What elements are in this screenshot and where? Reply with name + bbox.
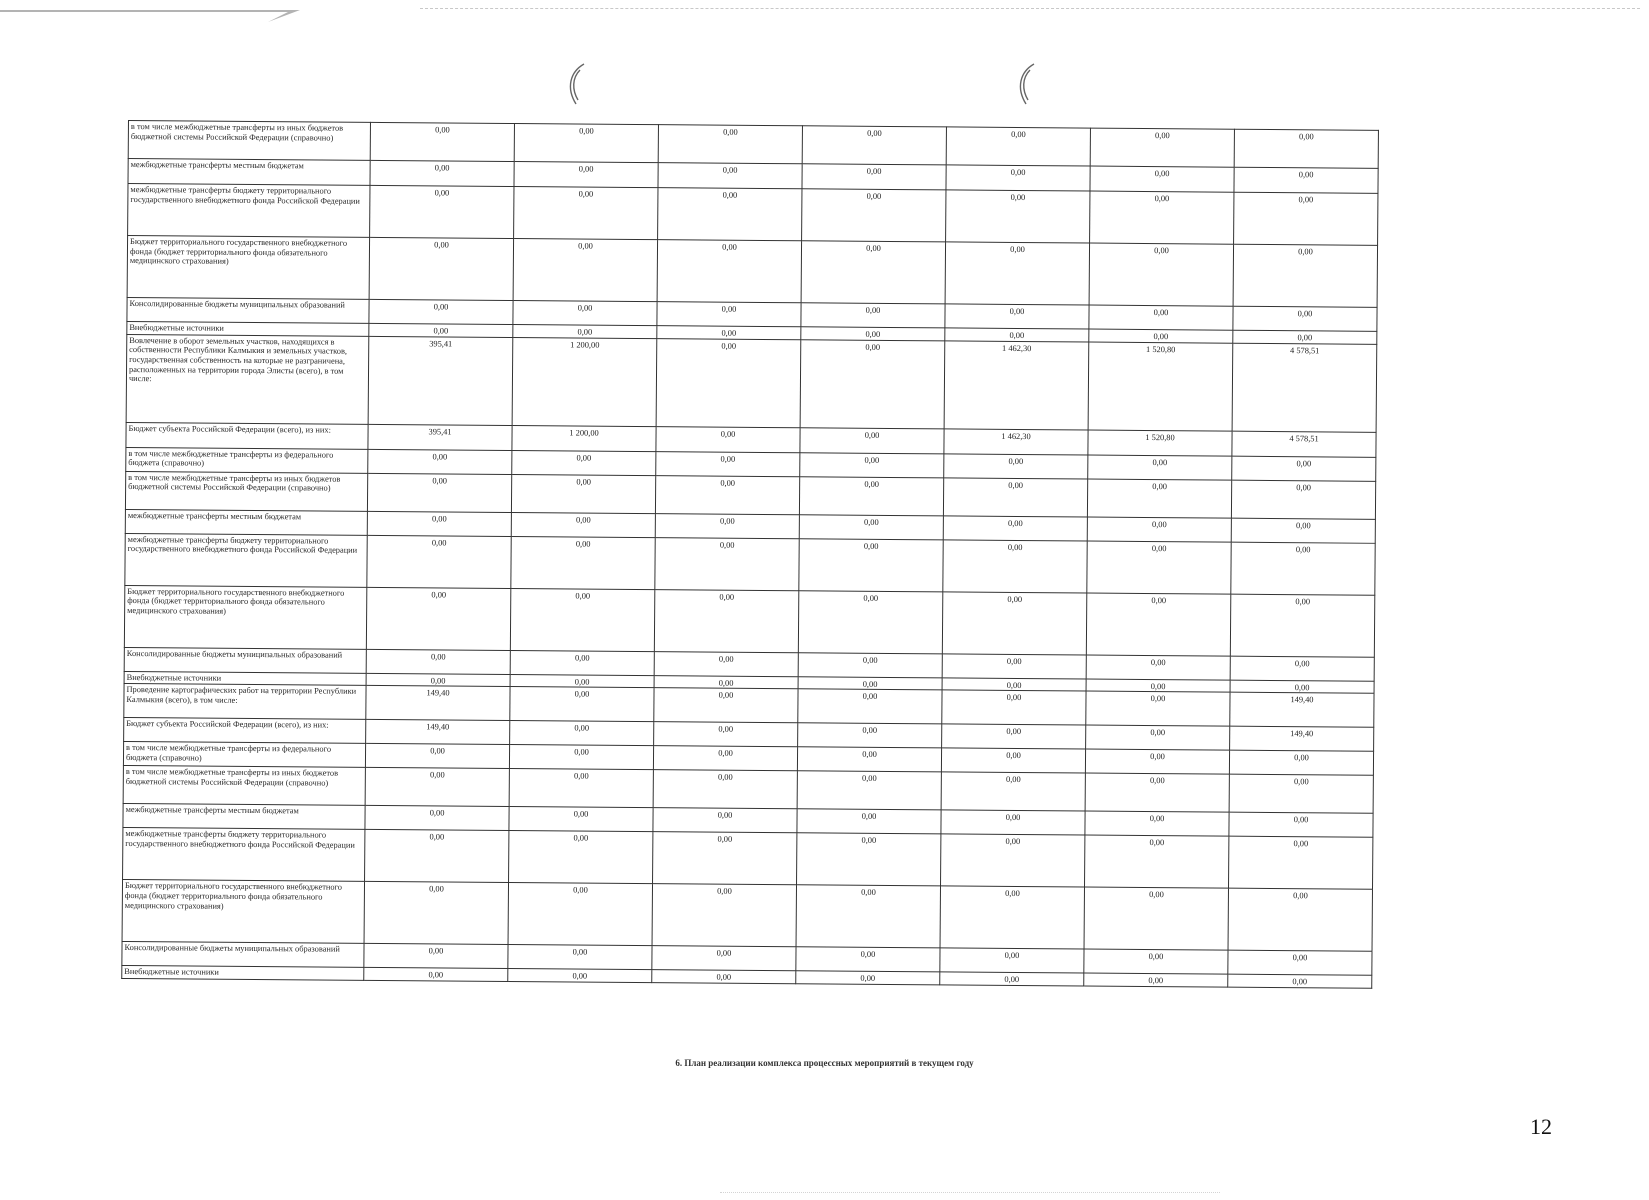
value-cell: 0,00 [511,474,655,513]
value-cell: 149,40 [1230,726,1374,751]
value-cell: 0,00 [367,473,511,512]
value-cell: 0,00 [945,304,1089,329]
value-cell: 0,00 [1233,330,1377,344]
value-cell: 149,40 [366,720,510,745]
scan-noise-line [720,1192,1220,1194]
value-cell: 0,00 [946,127,1090,166]
value-cell: 0,00 [511,536,655,589]
value-cell: 1 520,80 [1088,342,1233,431]
value-cell: 0,00 [1087,479,1231,518]
value-cell: 0,00 [796,947,940,972]
hole-punch-mark [562,62,592,106]
value-cell: 0,00 [366,673,510,687]
value-cell: 0,00 [1087,541,1231,594]
value-cell: 0,00 [802,164,946,190]
section-title: 6. План реализации комплекса процессных мероприятий в текущем году [675,1058,974,1068]
value-cell: 0,00 [1085,749,1229,774]
hole-punch-mark [1012,62,1042,106]
value-cell: 0,00 [941,810,1085,835]
value-cell: 0,00 [1232,456,1376,481]
value-cell: 0,00 [800,339,945,428]
value-cell: 0,00 [1084,887,1228,950]
value-cell: 0,00 [941,834,1085,887]
value-cell: 0,00 [367,511,511,536]
row-label: межбюджетные трансферты местным бюджетам [123,804,365,830]
value-cell: 0,00 [798,652,942,677]
value-cell: 0,00 [370,160,514,186]
value-cell: 0,00 [943,516,1087,541]
value-cell: 0,00 [1233,306,1377,331]
value-cell: 0,00 [366,649,510,674]
value-cell: 0,00 [798,723,942,748]
value-cell: 0,00 [1234,167,1378,193]
value-cell: 0,00 [658,163,802,189]
value-cell: 0,00 [370,122,514,161]
value-cell: 0,00 [799,476,943,515]
value-cell: 0,00 [940,972,1084,986]
scan-edge-artifact [0,6,320,24]
value-cell: 0,00 [653,770,797,809]
value-cell: 0,00 [1229,774,1373,813]
value-cell: 395,41 [368,424,512,450]
value-cell: 0,00 [797,747,941,772]
value-cell: 0,00 [513,325,657,339]
value-cell: 0,00 [797,833,941,886]
value-cell: 0,00 [1234,192,1378,245]
value-cell: 0,00 [1090,128,1234,167]
value-cell: 0,00 [513,301,657,326]
value-cell: 0,00 [801,303,945,328]
value-cell: 0,00 [365,806,509,831]
value-cell: 0,00 [508,945,652,970]
row-label: Бюджет территориального государственного внебюджетного фонда (бюджет территориального фонда обязательного медицинского страхования) [127,236,369,300]
value-cell: 0,00 [1085,835,1229,888]
value-cell: 0,00 [509,745,653,770]
value-cell: 0,00 [510,650,654,675]
value-cell: 0,00 [1086,679,1230,693]
value-cell: 0,00 [1086,725,1230,750]
row-label: межбюджетные трансферты бюджету территориального государственного внебюджетного фонда Российской Федерации [128,184,370,238]
row-label: в том числе межбюджетные трансферты из федерального бюджета (справочно) [126,447,368,473]
value-cell: 0,00 [369,299,513,324]
value-cell: 0,00 [1231,518,1375,543]
row-label: Бюджет территориального государственного внебюджетного фонда (бюджет территориального фонда обязательного медицинского страхования) [124,585,366,649]
value-cell: 0,00 [1228,974,1372,988]
value-cell: 0,00 [510,721,654,746]
value-cell: 0,00 [509,831,653,884]
value-cell: 0,00 [1090,191,1234,244]
value-cell: 0,00 [941,772,1085,811]
value-cell: 1 520,80 [1088,430,1232,456]
value-cell: 0,00 [942,678,1086,692]
value-cell: 0,00 [654,722,798,747]
row-label: межбюджетные трансферты местным бюджетам [125,509,367,535]
value-cell: 0,00 [1231,542,1375,595]
row-label: Вовлечение в оборот земельных участков, находящихся в собственности Республики Калмыкия и земельных участков, государственная собственность на которые не разграничена, расположенных на территории города Элисты (всего), в том числе: [126,334,369,424]
value-cell: 0,00 [940,886,1084,949]
value-cell: 0,00 [655,513,799,538]
value-cell: 4 578,51 [1232,343,1377,432]
value-cell: 0,00 [946,165,1090,191]
value-cell: 0,00 [652,946,796,971]
value-cell: 1 200,00 [512,337,657,426]
value-cell: 0,00 [943,540,1087,593]
table-row [127,236,1377,308]
value-cell: 0,00 [657,240,801,303]
value-cell: 0,00 [653,746,797,771]
row-label: межбюджетные трансферты бюджету территориального государственного внебюджетного фонда Российской Федерации [123,828,365,882]
value-cell: 0,00 [657,326,801,340]
value-cell: 0,00 [1084,973,1228,987]
value-cell: 0,00 [654,651,798,676]
value-cell: 149,40 [1230,692,1374,727]
row-label: Бюджет территориального государственного внебюджетного фонда (бюджет территориального фонда обязательного медицинского страхования) [122,880,364,944]
value-cell: 1 462,30 [944,429,1088,455]
value-cell: 0,00 [365,830,509,883]
value-cell: 0,00 [656,426,800,452]
value-cell: 0,00 [797,771,941,810]
row-label: Бюджет субъекта Российской Федерации (всего), из них: [126,422,368,449]
value-cell: 0,00 [369,323,513,337]
value-cell: 0,00 [1087,517,1231,542]
value-cell: 0,00 [1228,836,1372,889]
value-cell: 0,00 [799,514,943,539]
value-cell: 0,00 [652,884,796,947]
row-label: Внебюджетные источники [122,966,364,981]
value-cell: 0,00 [941,748,1085,773]
row-label: Консолидированные бюджеты муниципальных образований [122,942,364,968]
value-cell: 0,00 [1086,655,1230,680]
value-cell: 0,00 [654,675,798,689]
value-cell: 0,00 [1230,656,1374,681]
value-cell: 0,00 [797,809,941,834]
value-cell: 0,00 [800,427,944,453]
value-cell: 0,00 [1228,888,1372,951]
value-cell: 0,00 [1230,594,1374,657]
row-label: межбюджетные трансферты бюджету территориального государственного внебюджетного фонда Российской Федерации [125,533,367,587]
value-cell: 0,00 [942,690,1086,725]
value-cell: 0,00 [658,125,802,164]
value-cell: 0,00 [370,185,514,238]
value-cell: 0,00 [508,969,652,983]
value-cell: 0,00 [364,968,508,982]
value-cell: 0,00 [509,807,653,832]
value-cell: 0,00 [367,535,511,588]
value-cell: 0,00 [369,237,513,300]
value-cell: 0,00 [514,124,658,163]
value-cell: 1 200,00 [512,425,656,451]
value-cell: 0,00 [656,338,801,427]
value-cell: 0,00 [514,187,658,240]
value-cell: 0,00 [1089,329,1233,343]
row-label: межбюджетные трансферты местным бюджетам [128,159,370,186]
scan-noise-line [420,8,1640,10]
value-cell: 0,00 [801,327,945,341]
value-cell: 0,00 [512,450,656,475]
value-cell: 0,00 [510,588,654,651]
value-cell: 395,41 [368,336,513,425]
value-cell: 0,00 [1085,811,1229,836]
budget-table-body [122,121,1379,989]
value-cell: 0,00 [509,769,653,808]
value-cell: 0,00 [1088,455,1232,480]
budget-table [121,120,1379,989]
value-cell: 0,00 [654,589,798,652]
table-row [126,334,1377,432]
value-cell: 0,00 [368,449,512,474]
row-label: в том числе межбюджетные трансферты из иных бюджетов бюджетной системы Российской Федерации (справочно) [123,766,365,806]
table-row [122,880,1372,952]
value-cell: 0,00 [656,451,800,476]
value-cell: 0,00 [942,592,1086,655]
row-label: в том числе межбюджетные трансферты из иных бюджетов бюджетной системы Российской Федерации (справочно) [125,471,367,511]
value-cell: 0,00 [1085,773,1229,812]
value-cell: 0,00 [796,971,940,985]
row-label: Консолидированные бюджеты муниципальных образований [127,297,369,323]
value-cell: 0,00 [514,162,658,188]
value-cell: 0,00 [508,883,652,946]
value-cell: 0,00 [798,676,942,690]
value-cell: 0,00 [942,654,1086,679]
row-label: Внебюджетные источники [124,671,366,686]
value-cell: 0,00 [802,189,946,242]
value-cell: 0,00 [1086,691,1230,726]
value-cell: 0,00 [510,674,654,688]
table-row [124,585,1374,657]
value-cell: 0,00 [1229,812,1373,837]
value-cell: 0,00 [800,452,944,477]
value-cell: 0,00 [658,188,802,241]
value-cell: 0,00 [365,768,509,807]
page-number: 12 [1530,1114,1552,1139]
value-cell: 0,00 [1233,244,1377,307]
value-cell: 0,00 [657,302,801,327]
value-cell: 0,00 [1228,950,1372,975]
row-label: Консолидированные бюджеты муниципальных образований [124,647,366,673]
value-cell: 0,00 [942,724,1086,749]
value-cell: 0,00 [1234,129,1378,168]
value-cell: 0,00 [364,944,508,969]
row-label: в том числе межбюджетные трансферты из иных бюджетов бюджетной системы Российской Федерации (справочно) [128,121,370,161]
value-cell: 0,00 [652,970,796,984]
value-cell: 0,00 [802,126,946,165]
value-cell: 0,00 [798,689,942,724]
value-cell: 0,00 [366,587,510,650]
value-cell: 0,00 [1089,243,1233,306]
value-cell: 0,00 [1084,949,1228,974]
value-cell: 0,00 [511,512,655,537]
value-cell: 1 462,30 [944,341,1089,430]
row-label: Внебюджетные источники [127,321,369,336]
value-cell: 149,40 [366,686,510,721]
value-cell: 0,00 [510,687,654,722]
value-cell: 0,00 [798,590,942,653]
value-cell: 0,00 [1230,680,1374,694]
value-cell: 0,00 [801,241,945,304]
value-cell: 0,00 [365,744,509,769]
value-cell: 0,00 [653,832,797,885]
value-cell: 0,00 [655,475,799,514]
value-cell: 0,00 [1086,593,1230,656]
value-cell: 0,00 [654,688,798,723]
value-cell: 0,00 [1231,480,1375,519]
value-cell: 0,00 [796,885,940,948]
value-cell: 0,00 [1229,750,1373,775]
value-cell: 0,00 [653,808,797,833]
value-cell: 0,00 [655,537,799,590]
row-label: в том числе межбюджетные трансферты из федерального бюджета (справочно) [123,742,365,768]
value-cell: 0,00 [945,242,1089,305]
value-cell: 0,00 [1089,305,1233,330]
value-cell: 0,00 [364,882,508,945]
value-cell: 0,00 [940,948,1084,973]
value-cell: 0,00 [946,190,1090,243]
row-label: Проведение картографических работ на территории Республики Калмыкия (всего), в том числе: [124,684,366,720]
value-cell: 0,00 [945,328,1089,342]
value-cell: 0,00 [513,239,657,302]
value-cell: 0,00 [944,454,1088,479]
value-cell: 0,00 [943,478,1087,517]
value-cell: 0,00 [1090,166,1234,192]
value-cell: 0,00 [799,538,943,591]
row-label: Бюджет субъекта Российской Федерации (всего), из них: [124,718,366,744]
value-cell: 4 578,51 [1232,431,1376,457]
